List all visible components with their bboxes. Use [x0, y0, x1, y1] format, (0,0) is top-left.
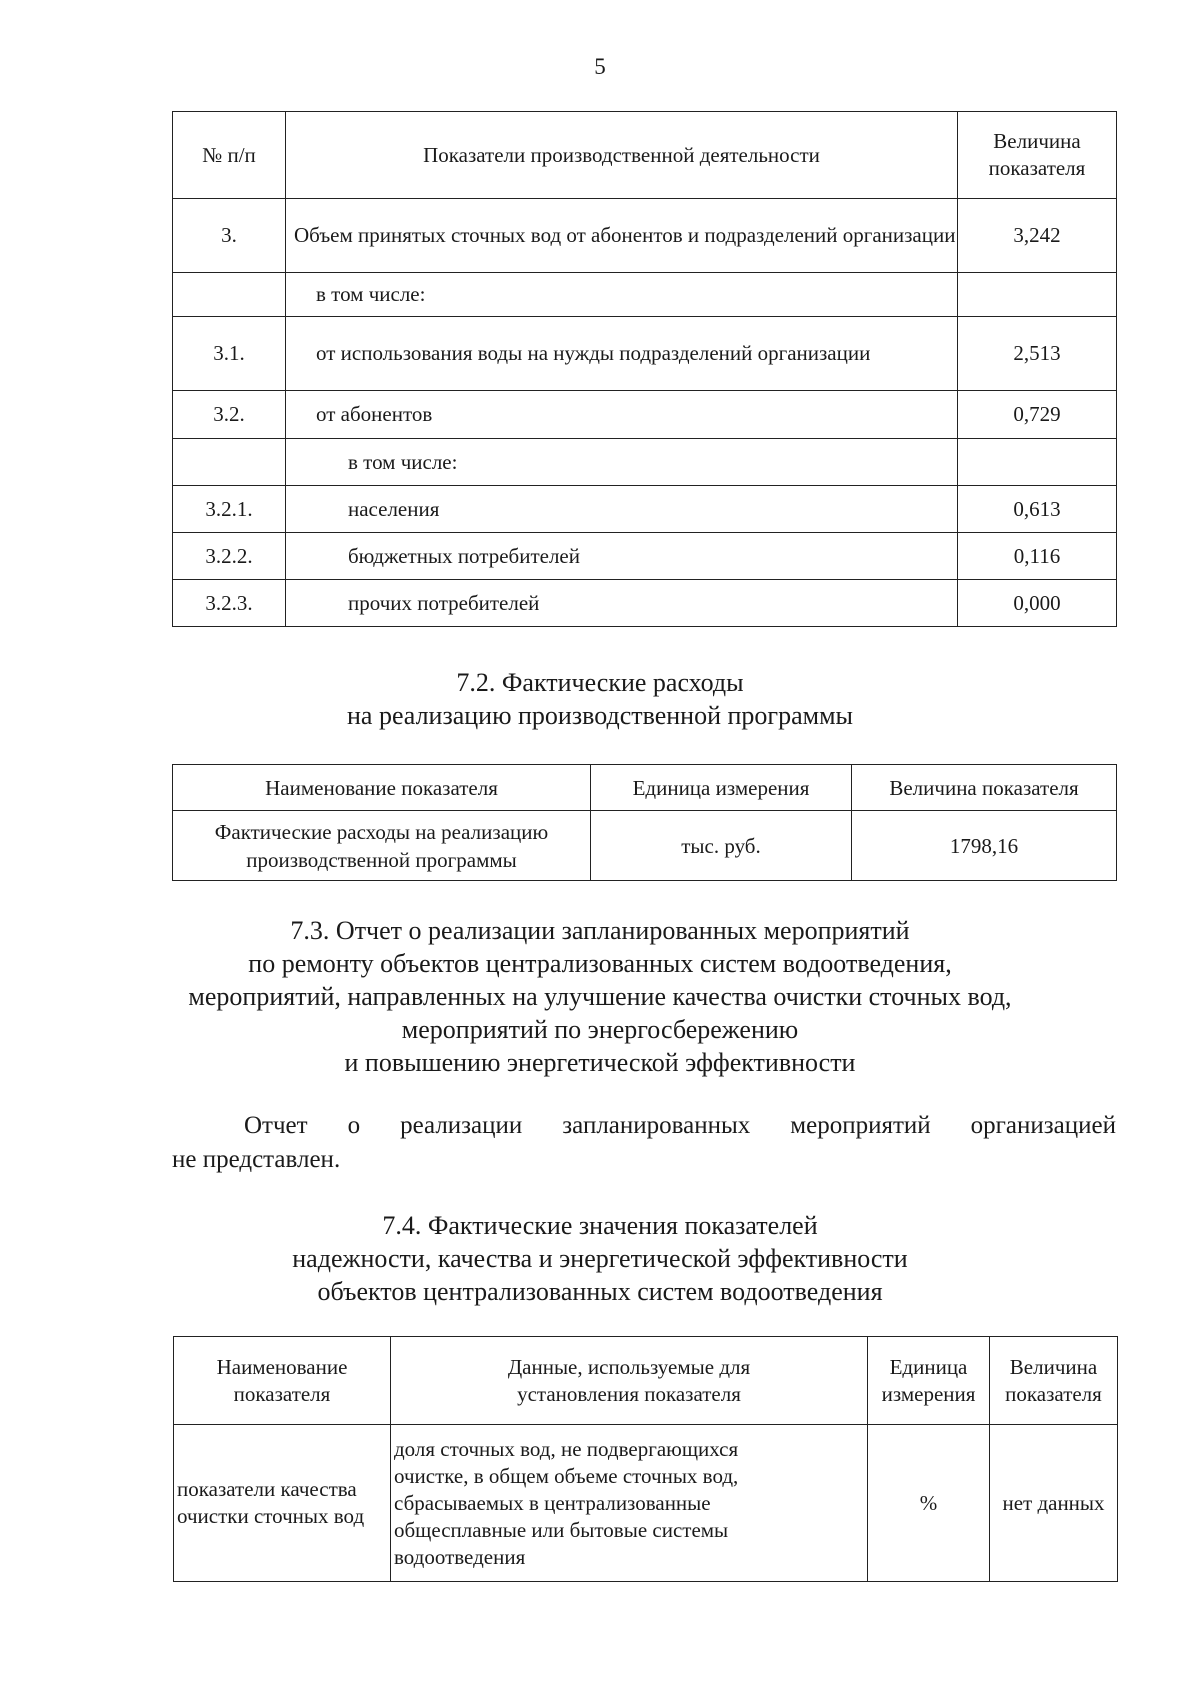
heading-line: и повышению энергетической эффективности — [344, 1048, 856, 1077]
row-name: прочих потребителей — [286, 580, 958, 627]
row-name: в том числе: — [286, 273, 958, 317]
heading-line: на реализацию производственной программы — [346, 701, 853, 730]
section-7-3-heading — [0, 914, 1200, 1079]
row-name: Фактические расходы на реализацию производственной программы — [173, 811, 591, 881]
header-unit: Единица измерения — [591, 765, 852, 811]
row-name: Объем принятых сточных вод от абонентов и подразделений организации — [286, 199, 958, 273]
row-name: бюджетных потребителей — [286, 533, 958, 580]
heading-line: 7.2. Фактические расходы — [456, 668, 744, 697]
row-num: 3.2.1. — [173, 486, 286, 533]
row-value: 1798,16 — [852, 811, 1117, 881]
report-paragraph — [172, 1109, 1116, 1177]
row-value — [958, 273, 1117, 317]
page-number: 5 — [594, 54, 606, 79]
table-row — [173, 199, 1117, 273]
header-data: Данные, используемые для установления показателя — [391, 1337, 868, 1425]
production-indicators-table — [172, 111, 1117, 627]
heading-line: надежности, качества и энергетической эффективности — [292, 1244, 908, 1273]
row-value: 0,613 — [958, 486, 1117, 533]
row-value — [958, 439, 1117, 486]
table-row — [173, 580, 1117, 627]
header-name: Наименование показателя — [173, 765, 591, 811]
heading-line: мероприятий по энергосбережению — [401, 1015, 799, 1044]
table-header-row — [174, 1337, 1118, 1425]
row-unit: % — [868, 1425, 990, 1582]
row-name: в том числе: — [286, 439, 958, 486]
row-value: 0,729 — [958, 391, 1117, 439]
heading-line: 7.3. Отчет о реализации запланированных мероприятий — [290, 916, 910, 945]
paragraph-line: Отчет о реализации запланированных мероприятий организацией — [244, 1112, 1116, 1139]
heading-line: 7.4. Фактические значения показателей — [382, 1211, 818, 1240]
table-header-row — [173, 765, 1117, 811]
table-row — [173, 391, 1117, 439]
table-row — [173, 533, 1117, 580]
header-value: Величина показателя — [990, 1337, 1118, 1425]
row-value: 0,000 — [958, 580, 1117, 627]
header-name: Показатели производственной деятельности — [286, 112, 958, 199]
table-row — [173, 317, 1117, 391]
header-value: Величина показателя — [852, 765, 1117, 811]
row-num: 3.2. — [173, 391, 286, 439]
section-7-2-heading — [0, 666, 1200, 732]
row-value: 0,116 — [958, 533, 1117, 580]
row-num — [173, 273, 286, 317]
table-row — [173, 273, 1117, 317]
header-value: Величина показателя — [958, 112, 1117, 199]
header-num: № п/п — [173, 112, 286, 199]
row-name: от абонентов — [286, 391, 958, 439]
table-header-row — [173, 112, 1117, 199]
table-row — [174, 1425, 1118, 1582]
header-name: Наименование показателя — [174, 1337, 391, 1425]
table-row — [173, 486, 1117, 533]
table-row — [173, 439, 1117, 486]
header-unit: Единица измерения — [868, 1337, 990, 1425]
row-num: 3.2.3. — [173, 580, 286, 627]
row-value: нет данных — [990, 1425, 1118, 1582]
row-num: 3.1. — [173, 317, 286, 391]
actual-expenses-table — [172, 764, 1117, 881]
heading-line: по ремонту объектов централизованных систем водоотведения, — [248, 949, 952, 978]
heading-line: мероприятий, направленных на улучшение качества очистки сточных вод, — [188, 982, 1012, 1011]
row-name: от использования воды на нужды подразделений организации — [286, 317, 958, 391]
row-num: 3.2.2. — [173, 533, 286, 580]
row-num: 3. — [173, 199, 286, 273]
row-value: 3,242 — [958, 199, 1117, 273]
row-value: 2,513 — [958, 317, 1117, 391]
paragraph-line: не представлен. — [172, 1146, 341, 1173]
row-num — [173, 439, 286, 486]
reliability-indicators-table — [173, 1336, 1118, 1582]
row-unit: тыс. руб. — [591, 811, 852, 881]
heading-line: объектов централизованных систем водоотведения — [317, 1277, 883, 1306]
row-name: показатели качества очистки сточных вод — [174, 1425, 391, 1582]
table-row — [173, 811, 1117, 881]
row-name: населения — [286, 486, 958, 533]
section-7-4-heading — [0, 1209, 1200, 1308]
row-data: доля сточных вод, не подвергающихся очистке, в общем объеме сточных вод, сбрасываемых в централизованные общесплавные или бытовые системы водоотведения — [391, 1425, 868, 1582]
